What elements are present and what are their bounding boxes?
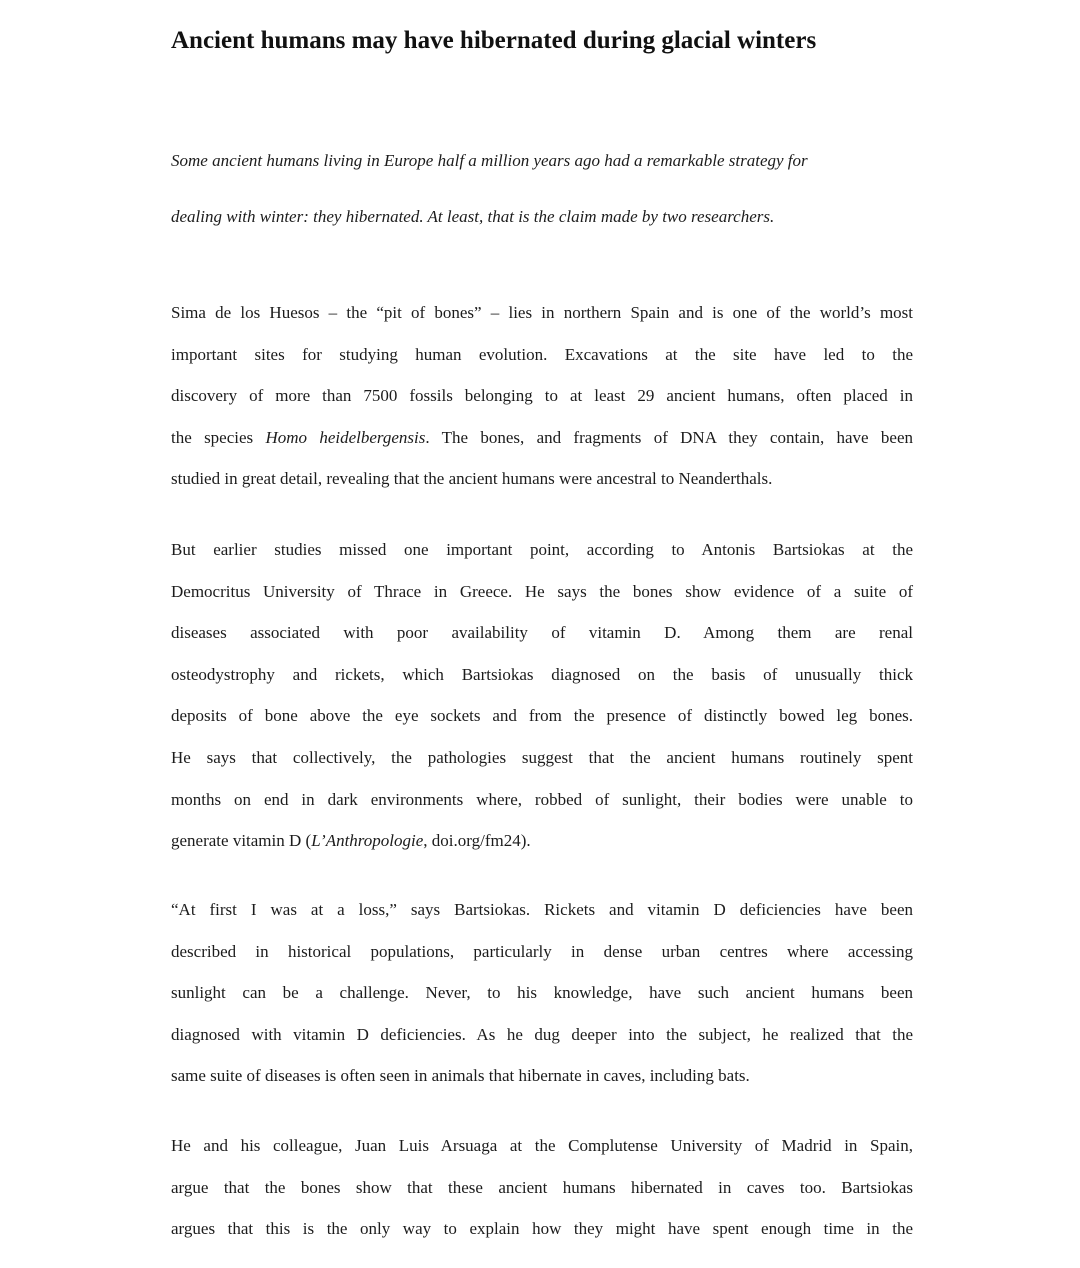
body-paragraph xyxy=(171,889,913,1097)
article-standfirst xyxy=(171,133,913,245)
paragraph-line: He says that collectively, the pathologies suggest that the ancient humans routinely spent xyxy=(171,747,913,767)
paragraph-text: . The bones, and fragments of DNA they contain, have been xyxy=(425,427,913,447)
paragraph-line: argue that the bones show that these ancient humans hibernated in caves too. Bartsiokas xyxy=(171,1177,913,1197)
body-paragraph xyxy=(171,292,913,500)
standfirst-line: dealing with winter: they hibernated. At least, that is the claim made by two researchers. xyxy=(171,207,775,226)
paragraph-line: important sites for studying human evolution. Excavations at the site have led to the xyxy=(171,344,913,364)
paragraph-line: described in historical populations, particularly in dense urban centres where accessing xyxy=(171,941,913,961)
paragraph-line: But earlier studies missed one important point, according to Antonis Bartsiokas at the xyxy=(171,540,913,559)
paragraph-line: Sima de los Huesos – the “pit of bones” – lies in northern Spain and is one of the world’s most xyxy=(171,303,913,322)
paragraph-line: diseases associated with poor availability of vitamin D. Among them are renal xyxy=(171,623,913,643)
journal-name: L’Anthropologie xyxy=(311,831,424,851)
paragraph-line: Democritus University of Thrace in Greece. He says the bones show evidence of a suite of xyxy=(171,581,913,601)
paragraph-line: months on end in dark environments where, robbed of sunlight, their bodies were unable to xyxy=(171,789,913,809)
paragraph-line: “At first I was at a loss,” says Bartsiokas. Rickets and vitamin D deficiencies have been xyxy=(171,900,913,919)
paragraph-line: same suite of diseases is often seen in animals that hibernate in caves, including bats. xyxy=(171,1066,750,1086)
paragraph-text: generate vitamin D ( xyxy=(171,831,312,851)
paragraph-line: He and his colleague, Juan Luis Arsuaga at the Complutense University of Madrid in Spain, xyxy=(171,1136,913,1155)
paragraph-text: , doi.org/fm24). xyxy=(423,831,531,851)
article-title: Ancient humans may have hibernated during glacial winters xyxy=(171,27,817,54)
paragraph-line: diagnosed with vitamin D deficiencies. As he dug deeper into the subject, he realized that the xyxy=(171,1024,913,1044)
paragraph-line xyxy=(171,417,913,459)
body-paragraph xyxy=(171,1125,913,1250)
species-name: Homo heidelbergensis xyxy=(265,427,426,447)
paragraph-line: deposits of bone above the eye sockets and from the presence of distinctly bowed leg bones. xyxy=(171,706,913,726)
paragraph-line: sunlight can be a challenge. Never, to his knowledge, have such ancient humans been xyxy=(171,983,913,1003)
standfirst-line: Some ancient humans living in Europe half a million years ago had a remarkable strategy for xyxy=(171,151,808,170)
paragraph-line: discovery of more than 7500 fossils belonging to at least 29 ancient humans, often placed in xyxy=(171,386,913,406)
paragraph-text: the species xyxy=(171,427,266,447)
paragraph-line: argues that this is the only way to explain how they might have spent enough time in the xyxy=(171,1219,913,1239)
paragraph-line: osteodystrophy and rickets, which Bartsiokas diagnosed on the basis of unusually thick xyxy=(171,664,913,684)
paragraph-line xyxy=(171,820,913,862)
paragraph-line: studied in great detail, revealing that the ancient humans were ancestral to Neanderthals. xyxy=(171,469,773,489)
body-paragraph xyxy=(171,529,913,862)
